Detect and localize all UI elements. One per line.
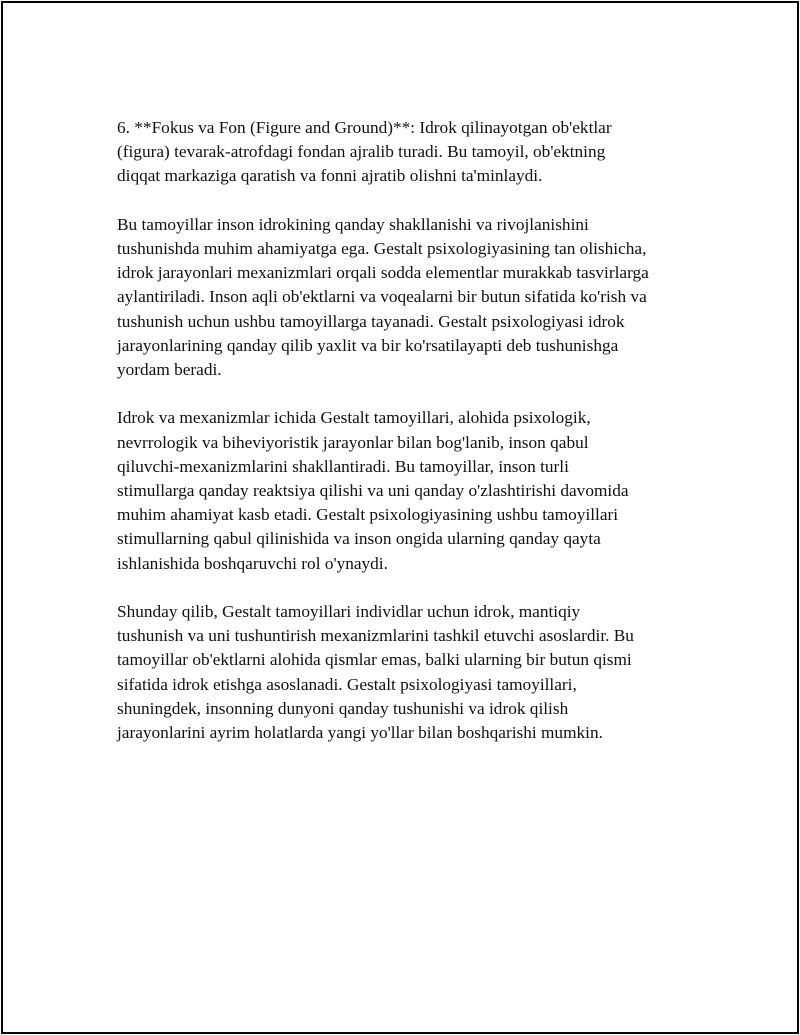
paragraph-figure-and-ground: 6. **Fokus va Fon (Figure and Ground)**: Idrok qilinayotgan ob'ektlar (figura) tevarak-atrofdagi fondan ajralib turadi. Bu tamoyil, ob'ektning diqqat markaziga qaratish va fonni ajratib olishni ta'minlaydi.: [117, 118, 612, 186]
paragraph-mechanisms: Idrok va mexanizmlar ichida Gestalt tamoyillari, alohida psixologik, nevrrologik va biheviyoristik jarayonlar bilan bog'lanib, inson qabul qiluvchi-mexanizmlarini shakllantiradi. Bu tamoyillar, inson turli stimullarga qanday reaktsiya qilishi va uni qanday o'zlashtirishi davomida muhim ahamiyat kasb etadi. Gestalt psixologiyasining ushbu tamoyillari stimullarning qabul qilinishida va inson ongida ularning qanday qayta ishlanishida boshqaruvchi rol o'ynaydi.: [117, 408, 629, 573]
document-body: [117, 116, 677, 769]
paragraph-conclusion: Shunday qilib, Gestalt tamoyillari individlar uchun idrok, mantiqiy tushunish va uni tushuntirish mexanizmlarini tashkil etuvchi asoslardir. Bu tamoyillar ob'ektlarni alohida qismlar emas, balki ularning bir butun qismi sifatida idrok etishga asoslanadi. Gestalt psixologiyasi tamoyillari, shuningdek, insonning dunyoni qanday tushunishi va idrok qilish jarayonlarini ayrim holatlarda yangi yo'llar bilan boshqarishi mumkin.: [117, 602, 634, 743]
paragraph-perception-principles: Bu tamoyillar inson idrokining qanday shakllanishi va rivojlanishini tushunishda muhim ahamiyatga ega. Gestalt psixologiyasining tan olishicha, idrok jarayonlari mexanizmlari orqali sodda elementlar murakkab tasvirlarga aylantiriladi. Inson aqli ob'ektlarni va voqealarni bir butun sifatida ko'rish va tushunish uchun ushbu tamoyillarga tayanadi. Gestalt psixologiyasi idrok jarayonlarining qanday qilib yaxlit va bir ko'rsatilayapti deb tushunishga yordam beradi.: [117, 214, 649, 380]
